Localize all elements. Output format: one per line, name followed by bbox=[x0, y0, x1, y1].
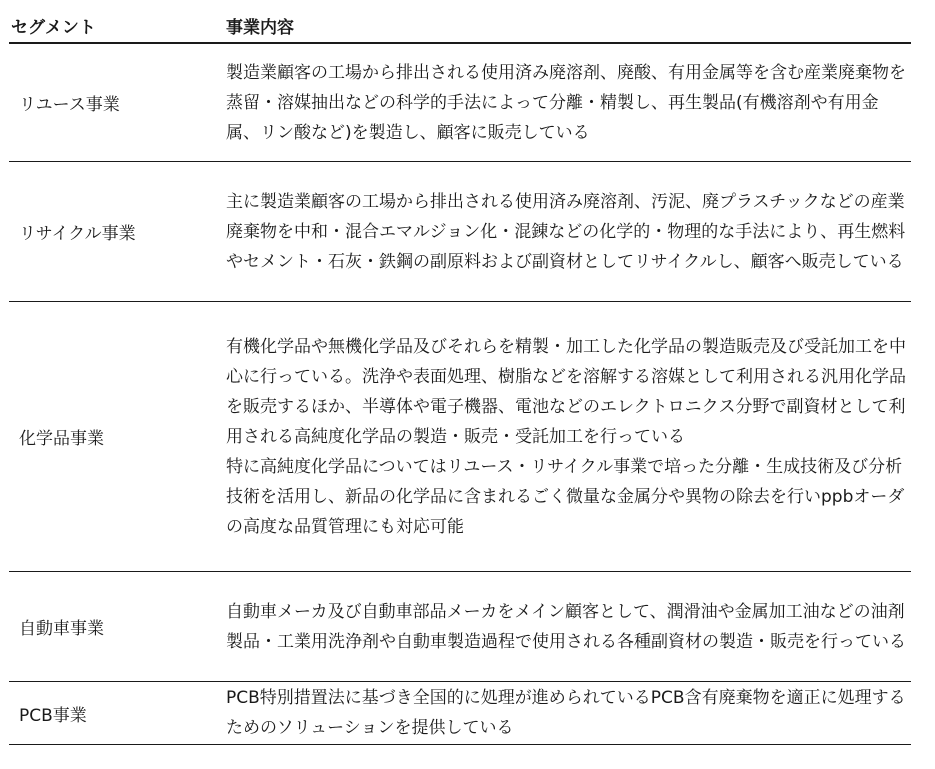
segment-name: リユース事業 bbox=[19, 95, 120, 115]
segment-name: リサイクル事業 bbox=[19, 224, 136, 244]
table-row bbox=[9, 682, 911, 745]
table-row bbox=[9, 302, 911, 572]
description-paragraph: 主に製造業顧客の工場から排出される使用済み廃溶剤、汚泥、廃プラスチックなどの産業廃棄物を中和・混合エマルジョン化・混錬などの化学的・物理的な手法により、再生燃料やセメント・石灰・鉄鋼の副原料および副資材としてリサイクルし、顧客へ販売している bbox=[226, 191, 906, 272]
segment-description bbox=[224, 597, 911, 657]
segment-description bbox=[224, 683, 911, 743]
header-segment: セグメント bbox=[11, 17, 96, 38]
table-header bbox=[9, 8, 911, 44]
description-paragraph: PCB特別措置法に基づき全国的に処理が進められているPCB含有廃棄物を適正に処理するためのソリューションを提供している bbox=[226, 688, 906, 738]
segment-name: 化学品事業 bbox=[19, 429, 104, 449]
table-row bbox=[9, 572, 911, 682]
table-row bbox=[9, 162, 911, 302]
description-paragraph: 自動車メーカ及び自動車部品メーカをメイン顧客として、潤滑油や金属加工油などの油剤製品・工業用洗浄剤や自動車製造過程で使用される各種副資材の製造・販売を行っている bbox=[226, 601, 906, 652]
segment-name: 自動車事業 bbox=[19, 619, 104, 639]
segment-description bbox=[224, 332, 911, 542]
segment-description bbox=[224, 58, 911, 148]
segment-name: PCB事業 bbox=[19, 705, 87, 726]
table-row bbox=[9, 44, 911, 162]
description-paragraph: 特に高純度化学品についてはリユース・リサイクル事業で培った分離・生成技術及び分析技術を活用し、新品の化学品に含まれるごく微量な金属分や異物の除去を行いppbオーダの高度な品質管理にも対応可能 bbox=[226, 456, 905, 537]
segment-description bbox=[224, 187, 911, 277]
segment-table bbox=[9, 8, 911, 745]
header-content: 事業内容 bbox=[226, 17, 294, 38]
description-paragraph: 有機化学品や無機化学品及びそれらを精製・加工した化学品の製造販売及び受託加工を中心に行っている。洗浄や表面処理、樹脂などを溶解する溶媒として利用される汎用化学品を販売するほか、半導体や電子機器、電池などのエレクトロニクス分野で副資材として利用される高純度化学品の製造・販売・受託加工を行っている bbox=[226, 336, 906, 447]
description-paragraph: 製造業顧客の工場から排出される使用済み廃溶剤、廃酸、有用金属等を含む産業廃棄物を蒸留・溶媒抽出などの科学的手法によって分離・精製し、再生製品(有機溶剤や有用金属、リン酸など)を製造し、顧客に販売している bbox=[226, 62, 906, 143]
